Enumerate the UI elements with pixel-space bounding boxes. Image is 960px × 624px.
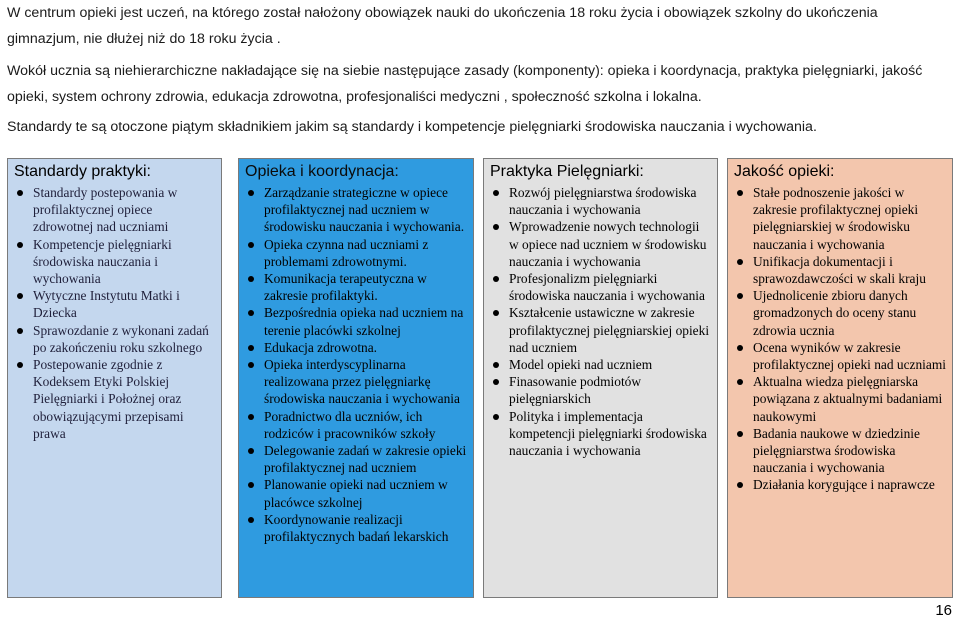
bullet-item: Bezpośrednia opieka nad uczniem na terenie placówki szkolnej xyxy=(245,304,467,338)
bullet-item: Profesjonalizm pielęgniarki środowiska nauczania i wychowania xyxy=(490,270,711,304)
bullet-item: Postepowanie zgodnie z Kodeksem Etyki Polskiej Pielęgniarki i Położnej oraz obowiązującymi przepisami prawa xyxy=(14,356,215,442)
column-title: Jakość opieki: xyxy=(734,163,835,180)
bullet-item: Standardy postepowania w profilaktycznej opiece zdrowotnej nad uczniami xyxy=(14,184,215,236)
bullet-item: Delegowanie zadań w zakresie opieki profilaktycznej nad uczniem xyxy=(245,442,467,476)
bullet-item: Opieka czynna nad uczniami z problemami zdrowotnymi. xyxy=(245,236,467,270)
bullet-item: Poradnictwo dla uczniów, ich rodziców i pracowników szkoły xyxy=(245,408,467,442)
column-opieka-i-koordynacja xyxy=(238,158,474,598)
bullet-item: Sprawozdanie z wykonani zadań po zakończeniu roku szkolnego xyxy=(14,322,215,356)
bullet-item: Wytyczne Instytutu Matki i Dziecka xyxy=(14,287,215,321)
intro-text xyxy=(7,0,953,140)
column-list xyxy=(734,184,946,494)
components-table xyxy=(0,158,960,598)
intro-paragraph-2: Wokół ucznia są niehierarchiczne nakładające się na siebie następujące zasady (komponenty): opieka i koordynacja, praktyka pielęgniarki, jakość opieki, system ochrony zdrowia, edukacja zdrowotna, profesjonaliści medyczni , społeczność szkolna i lokalna. xyxy=(7,62,923,106)
column-title: Standardy praktyki: xyxy=(14,163,151,180)
bullet-item: Komunikacja terapeutyczna w zakresie profilaktyki. xyxy=(245,270,467,304)
bullet-item: Planowanie opieki nad uczniem w placówce szkolnej xyxy=(245,476,467,510)
bullet-item: Polityka i implementacja kompetencji pielęgniarki środowiska nauczania i wychowania xyxy=(490,408,711,460)
bullet-item: Finasowanie podmiotów pielęgniarskich xyxy=(490,373,711,407)
bullet-item: Działania korygujące i naprawcze xyxy=(734,476,946,493)
column-title: Opieka i koordynacja: xyxy=(245,163,399,180)
column-list xyxy=(14,184,215,442)
bullet-item: Wprowadzenie nowych technologii w opiece nad uczniem w środowisku nauczania i wychowania xyxy=(490,218,711,270)
bullet-item: Badania naukowe w dziedzinie pielęgniarstwa środowiska nauczania i wychowania xyxy=(734,425,946,477)
bullet-item: Unifikacja dokumentacji i sprawozdawczości w skali kraju xyxy=(734,253,946,287)
column-praktyka-pielegniarki xyxy=(483,158,718,598)
bullet-item: Kompetencje pielęgniarki środowiska nauczania i wychowania xyxy=(14,236,215,288)
bullet-item: Zarządzanie strategiczne w opiece profilaktycznej nad uczniem w środowisku nauczania i wychowania. xyxy=(245,184,467,236)
bullet-item: Model opieki nad uczniem xyxy=(490,356,711,373)
bullet-item: Ujednolicenie zbioru danych gromadzonych do oceny stanu zdrowia ucznia xyxy=(734,287,946,339)
column-jakosc-opieki xyxy=(727,158,953,598)
column-list xyxy=(490,184,711,459)
bullet-item: Ocena wyników w zakresie profilaktycznej opieki nad uczniami xyxy=(734,339,946,373)
intro-paragraph-3: Standardy te są otoczone piątym składnikiem jakim są standardy i kompetencje pielęgniarki środowiska nauczania i wychowania. xyxy=(7,118,817,135)
page-number: 16 xyxy=(935,602,952,619)
intro-paragraph-1: W centrum opieki jest uczeń, na którego został nałożony obowiązek nauki do ukończenia 18 roku życia i obowiązek szkolny do ukończenia gimnazjum, nie dłużej niż do 18 roku życia . xyxy=(7,5,878,48)
bullet-item: Opieka interdyscyplinarna realizowana przez pielęgniarkę środowiska nauczania i wychowania xyxy=(245,356,467,408)
column-title: Praktyka Pielęgniarki: xyxy=(490,163,644,180)
column-standardy-praktyki xyxy=(7,158,222,598)
bullet-item: Rozwój pielęgniarstwa środowiska nauczania i wychowania xyxy=(490,184,711,218)
bullet-item: Kształcenie ustawiczne w zakresie profilaktycznej pielęgniarskiej opieki nad uczniem xyxy=(490,304,711,356)
bullet-item: Aktualna wiedza pielęgniarska powiązana z aktualnymi badaniami naukowymi xyxy=(734,373,946,425)
bullet-item: Koordynowanie realizacji profilaktycznych badań lekarskich xyxy=(245,511,467,545)
column-list xyxy=(245,184,467,545)
bullet-item: Edukacja zdrowotna. xyxy=(245,339,467,356)
bullet-item: Stałe podnoszenie jakości w zakresie profilaktycznej opieki pielęgniarskiej w środowisku nauczania i wychowania xyxy=(734,184,946,253)
